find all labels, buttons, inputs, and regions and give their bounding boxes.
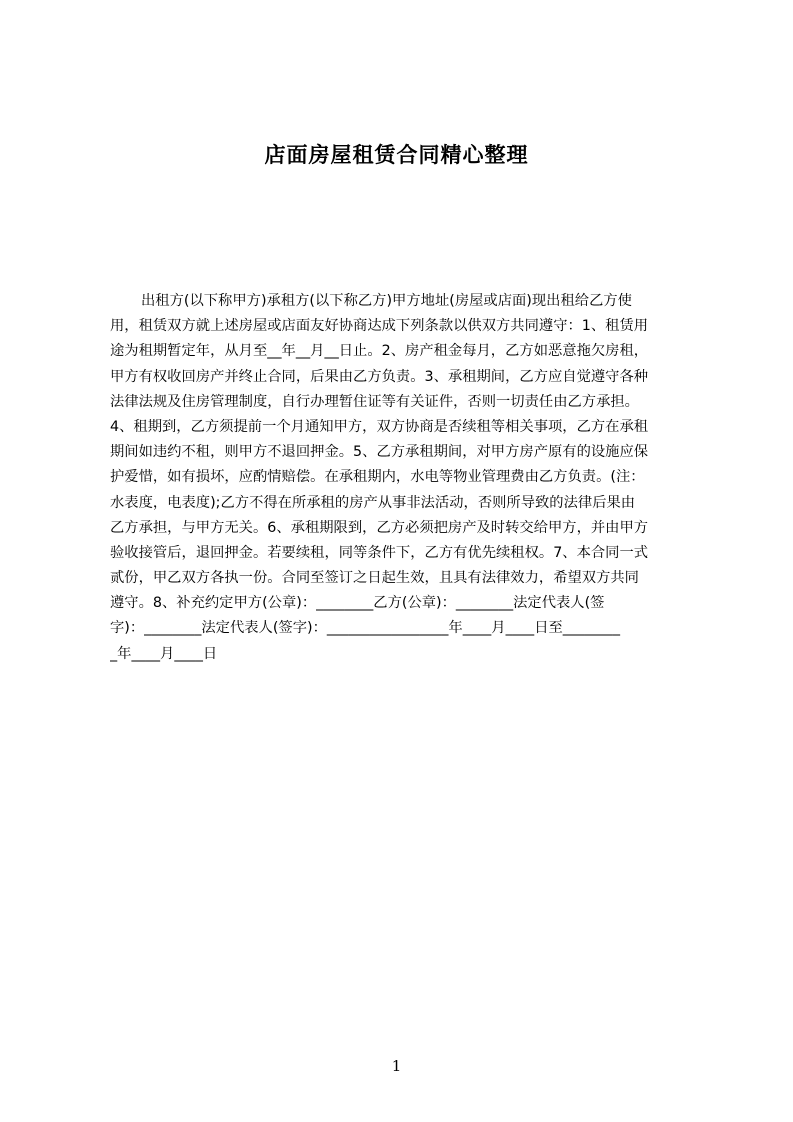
contract-body-line: 护爱惜，如有损坏，应酌情赔偿。在承租期内，水电等物业管理费由乙方负责。(注：: [110, 469, 645, 486]
contract-body-line: 途为租期暂定年，从月至__年__月__日止。2、房产租金每月，乙方如恶意拖欠房租，: [110, 343, 649, 360]
contract-body-line: 4、租期到，乙方须提前一个月通知甲方，双方协商是否续租等相关事项，乙方在承租: [110, 418, 649, 435]
contract-body: [110, 289, 698, 689]
page-number: 1: [391, 1057, 402, 1075]
contract-body-line: _年____月____日: [110, 645, 218, 662]
contract-body-line: 贰份，甲乙双方各执一份。合同至签订之日起生效，且具有法律效力，希望双方共同: [110, 570, 639, 587]
contract-body-line: 遵守。8、补充约定甲方(公章)：________乙方(公章)：________法定代表人(签: [110, 595, 605, 612]
contract-body-line: 字)：________法定代表人(签字)：_________________年____月____日至________: [110, 620, 620, 637]
contract-body-line: 验收接管后，退回押金。若要续租，同等条件下，乙方有优先续租权。7、本合同一式: [110, 544, 649, 561]
contract-body-line: 乙方承担，与甲方无关。6、承租期限到，乙方必须把房产及时转交给甲方，并由甲方: [110, 519, 649, 536]
contract-body-line: 甲方有权收回房产并终止合同，后果由乙方负责。3、承租期间，乙方应自觉遵守各种: [110, 368, 649, 385]
contract-body-line: 出租方(以下称甲方)承租方(以下称乙方)甲方地址(房屋或店面)现出租给乙方使: [141, 293, 632, 309]
document-title: 店面房屋租赁合同精心整理: [264, 143, 529, 167]
contract-body-line: 水表度，电表度);乙方不得在所承租的房产从事非法活动，否则所导致的法律后果由: [110, 494, 636, 511]
contract-body-line: 法律法规及住房管理制度，自行办理暂住证等有关证件，否则一切责任由乙方承担。: [110, 393, 639, 410]
contract-body-line: 期间如违约不租，则甲方不退回押金。5、乙方承租期间，对甲方房产原有的设施应保: [110, 444, 649, 461]
contract-body-line: 用，租赁双方就上述房屋或店面友好协商达成下列条款以供双方共同遵守：1、租赁用: [110, 318, 649, 335]
